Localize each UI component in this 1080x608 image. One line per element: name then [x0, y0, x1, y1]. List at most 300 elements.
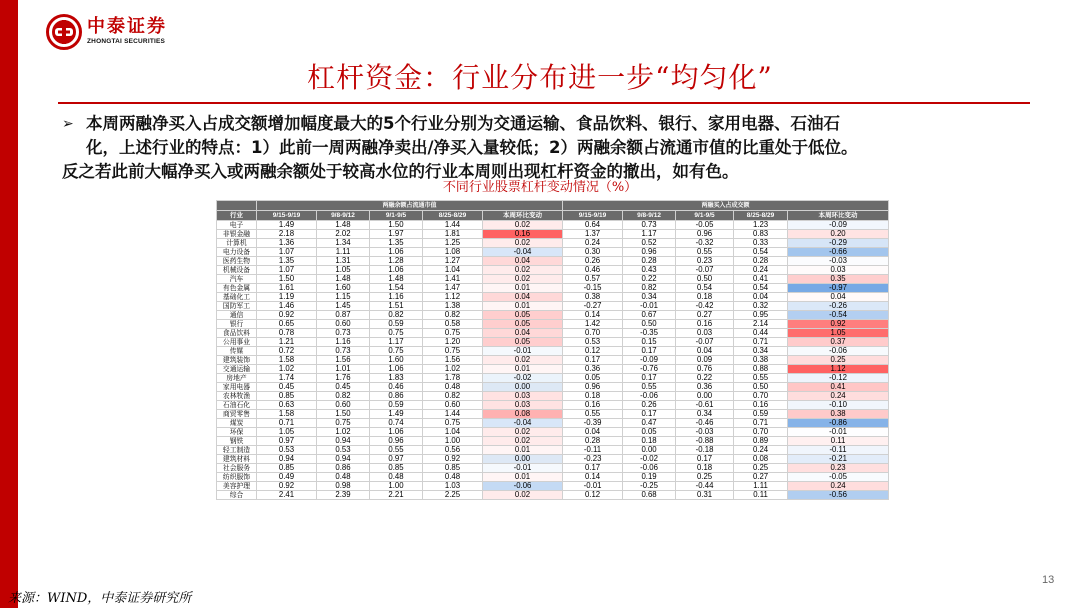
margin-buy-cell: 0.14 [563, 473, 623, 482]
margin-balance-cell: 0.94 [257, 455, 317, 464]
margin-balance-cell: 0.48 [423, 383, 483, 392]
table-row [217, 230, 889, 239]
margin-buy-cell: 1.42 [563, 320, 623, 329]
margin-balance-cell: 0.75 [423, 347, 483, 356]
table-row [217, 410, 889, 419]
margin-balance-cell: 1.06 [370, 248, 423, 257]
margin-buy-cell: 0.55 [563, 410, 623, 419]
industry-cell: 基础化工 [217, 293, 257, 302]
table-row [217, 482, 889, 491]
industry-cell: 交通运输 [217, 365, 257, 374]
margin-balance-change-cell: 0.04 [483, 257, 563, 266]
margin-balance-cell: 0.65 [257, 320, 317, 329]
margin-balance-change-cell: 0.02 [483, 275, 563, 284]
industry-cell: 电力设备 [217, 248, 257, 257]
margin-buy-cell: 0.04 [676, 347, 734, 356]
margin-balance-change-cell: 0.01 [483, 284, 563, 293]
margin-buy-cell: 0.70 [734, 428, 788, 437]
margin-balance-cell: 1.36 [257, 239, 317, 248]
industry-cell: 电子 [217, 221, 257, 230]
margin-balance-cell: 1.07 [257, 248, 317, 257]
header-date: 8/25-8/29 [734, 211, 788, 221]
margin-balance-change-cell: 0.00 [483, 383, 563, 392]
industry-cell: 通信 [217, 311, 257, 320]
margin-balance-change-cell: 0.00 [483, 455, 563, 464]
margin-balance-change-cell: 0.05 [483, 311, 563, 320]
margin-buy-cell: 0.70 [563, 329, 623, 338]
margin-balance-cell: 0.56 [423, 446, 483, 455]
margin-buy-change-cell: 0.11 [788, 437, 889, 446]
margin-balance-cell: 1.50 [370, 221, 423, 230]
margin-buy-cell: 0.04 [734, 293, 788, 302]
margin-buy-cell: -0.23 [563, 455, 623, 464]
table-row [217, 455, 889, 464]
margin-balance-cell: 1.48 [317, 221, 370, 230]
margin-buy-change-cell: 0.25 [788, 356, 889, 365]
margin-balance-cell: 0.60 [317, 401, 370, 410]
margin-balance-cell: 1.44 [423, 221, 483, 230]
margin-balance-cell: 0.82 [423, 392, 483, 401]
margin-buy-change-cell: -0.11 [788, 446, 889, 455]
margin-buy-cell: 0.70 [734, 392, 788, 401]
bullet-point [62, 112, 1030, 184]
margin-buy-cell: 0.41 [734, 275, 788, 284]
margin-balance-cell: 1.78 [423, 374, 483, 383]
margin-balance-cell: 1.45 [317, 302, 370, 311]
margin-buy-change-cell: -0.29 [788, 239, 889, 248]
margin-buy-change-cell: -0.12 [788, 374, 889, 383]
margin-buy-cell: 0.16 [563, 401, 623, 410]
margin-buy-cell: 0.22 [623, 275, 676, 284]
margin-balance-cell: 1.03 [423, 482, 483, 491]
margin-buy-cell: 0.36 [563, 365, 623, 374]
table-row [217, 248, 889, 257]
table-row [217, 356, 889, 365]
margin-buy-change-cell: -0.05 [788, 473, 889, 482]
margin-balance-cell: 1.44 [423, 410, 483, 419]
margin-balance-change-cell: -0.04 [483, 419, 563, 428]
margin-buy-cell: 1.37 [563, 230, 623, 239]
margin-balance-cell: 1.04 [423, 428, 483, 437]
margin-buy-cell: 0.22 [676, 374, 734, 383]
margin-buy-change-cell: 0.23 [788, 464, 889, 473]
margin-balance-cell: 1.81 [423, 230, 483, 239]
margin-balance-cell: 1.58 [257, 356, 317, 365]
margin-buy-cell: 0.03 [676, 329, 734, 338]
margin-balance-cell: 1.02 [423, 365, 483, 374]
margin-buy-cell: 0.18 [563, 392, 623, 401]
margin-buy-cell: -0.27 [563, 302, 623, 311]
margin-buy-cell: 0.05 [563, 374, 623, 383]
margin-balance-cell: 1.31 [317, 257, 370, 266]
margin-balance-cell: 0.75 [423, 329, 483, 338]
margin-buy-cell: 0.52 [623, 239, 676, 248]
margin-balance-cell: 0.46 [370, 383, 423, 392]
header-date: 9/15-9/19 [257, 211, 317, 221]
margin-buy-cell: 0.31 [676, 491, 734, 500]
margin-balance-cell: 0.60 [423, 401, 483, 410]
table-row [217, 221, 889, 230]
margin-buy-cell: 0.73 [623, 221, 676, 230]
margin-balance-cell: 1.51 [370, 302, 423, 311]
margin-balance-cell: 1.49 [370, 410, 423, 419]
margin-balance-cell: 0.98 [317, 482, 370, 491]
industry-cell: 煤炭 [217, 419, 257, 428]
margin-balance-cell: 1.35 [257, 257, 317, 266]
margin-balance-cell: 1.56 [423, 356, 483, 365]
margin-buy-cell: 0.30 [563, 248, 623, 257]
margin-buy-cell: 0.54 [734, 248, 788, 257]
margin-balance-cell: 1.46 [257, 302, 317, 311]
margin-buy-cell: 0.83 [734, 230, 788, 239]
margin-buy-cell: 0.16 [734, 401, 788, 410]
margin-balance-cell: 1.56 [317, 356, 370, 365]
margin-balance-cell: 1.76 [317, 374, 370, 383]
industry-cell: 建筑材料 [217, 455, 257, 464]
margin-buy-cell: 0.23 [676, 257, 734, 266]
margin-buy-cell: 0.28 [734, 257, 788, 266]
table-row [217, 401, 889, 410]
margin-balance-change-cell: -0.01 [483, 347, 563, 356]
margin-balance-change-cell: 0.02 [483, 491, 563, 500]
margin-balance-cell: 0.75 [317, 419, 370, 428]
margin-buy-cell: -0.02 [623, 455, 676, 464]
table-row [217, 329, 889, 338]
margin-buy-cell: 0.38 [734, 356, 788, 365]
margin-buy-cell: -0.05 [676, 221, 734, 230]
margin-buy-cell: 0.27 [676, 311, 734, 320]
margin-buy-cell: -0.25 [623, 482, 676, 491]
margin-balance-cell: 2.18 [257, 230, 317, 239]
margin-balance-cell: 1.47 [423, 284, 483, 293]
margin-balance-cell: 1.28 [370, 257, 423, 266]
margin-buy-cell: 0.09 [676, 356, 734, 365]
margin-buy-change-cell: -0.01 [788, 428, 889, 437]
margin-balance-cell: 1.06 [370, 266, 423, 275]
margin-balance-cell: 0.58 [423, 320, 483, 329]
margin-buy-cell: 0.55 [676, 248, 734, 257]
margin-balance-cell: 0.82 [317, 392, 370, 401]
table-body [217, 221, 889, 500]
margin-buy-cell: 2.14 [734, 320, 788, 329]
margin-buy-change-cell: 0.24 [788, 482, 889, 491]
margin-buy-cell: -0.06 [623, 392, 676, 401]
margin-balance-cell: 1.21 [257, 338, 317, 347]
margin-buy-change-cell: 0.92 [788, 320, 889, 329]
margin-balance-cell: 0.97 [370, 455, 423, 464]
industry-cell: 公用事业 [217, 338, 257, 347]
margin-balance-cell: 0.82 [370, 311, 423, 320]
margin-buy-cell: -0.32 [676, 239, 734, 248]
margin-balance-cell: 1.49 [257, 221, 317, 230]
margin-balance-cell: 0.94 [317, 437, 370, 446]
margin-balance-cell: 1.16 [370, 293, 423, 302]
margin-balance-cell: 0.55 [370, 446, 423, 455]
margin-buy-cell: 0.28 [563, 437, 623, 446]
table-row [217, 293, 889, 302]
margin-buy-cell: 0.47 [623, 419, 676, 428]
margin-balance-cell: 0.92 [257, 482, 317, 491]
brand-logo [46, 14, 167, 50]
industry-cell: 食品饮料 [217, 329, 257, 338]
margin-buy-cell: 0.71 [734, 338, 788, 347]
table-row [217, 266, 889, 275]
margin-buy-cell: 0.32 [734, 302, 788, 311]
margin-balance-cell: 1.02 [257, 365, 317, 374]
margin-buy-cell: -0.39 [563, 419, 623, 428]
margin-buy-cell: 0.54 [734, 284, 788, 293]
margin-buy-cell: -0.76 [623, 365, 676, 374]
margin-balance-cell: 0.73 [317, 329, 370, 338]
margin-balance-cell: 1.00 [423, 437, 483, 446]
margin-balance-cell: 1.50 [317, 410, 370, 419]
table-row [217, 302, 889, 311]
table-row [217, 275, 889, 284]
table-row [217, 338, 889, 347]
margin-buy-cell: 0.17 [563, 356, 623, 365]
margin-buy-cell: 0.25 [734, 464, 788, 473]
margin-balance-cell: 1.61 [257, 284, 317, 293]
margin-balance-cell: 1.05 [317, 266, 370, 275]
industry-cell: 美容护理 [217, 482, 257, 491]
margin-buy-cell: 0.16 [676, 320, 734, 329]
table-row [217, 347, 889, 356]
margin-balance-change-cell: 0.01 [483, 473, 563, 482]
industry-cell: 环保 [217, 428, 257, 437]
margin-buy-change-cell: -0.66 [788, 248, 889, 257]
margin-balance-cell: 0.96 [370, 437, 423, 446]
margin-buy-change-cell: -0.86 [788, 419, 889, 428]
margin-buy-cell: 0.17 [623, 410, 676, 419]
margin-buy-cell: 0.28 [623, 257, 676, 266]
margin-balance-cell: 1.48 [370, 275, 423, 284]
margin-balance-cell: 1.11 [317, 248, 370, 257]
margin-buy-change-cell: -0.54 [788, 311, 889, 320]
arrow-bullet-icon: ➢ [62, 116, 74, 132]
industry-cell: 纺织服饰 [217, 473, 257, 482]
margin-buy-cell: 0.24 [734, 266, 788, 275]
industry-cell: 房地产 [217, 374, 257, 383]
margin-buy-cell: -0.01 [623, 302, 676, 311]
margin-buy-cell: 0.89 [734, 437, 788, 446]
margin-balance-cell: 0.71 [257, 419, 317, 428]
industry-cell: 非银金融 [217, 230, 257, 239]
margin-balance-cell: 1.97 [370, 230, 423, 239]
margin-buy-cell: 0.50 [676, 275, 734, 284]
margin-buy-cell: 0.54 [676, 284, 734, 293]
margin-balance-change-cell: 0.01 [483, 446, 563, 455]
margin-balance-cell: 0.87 [317, 311, 370, 320]
header-date: 9/8-9/12 [623, 211, 676, 221]
margin-buy-cell: -0.35 [623, 329, 676, 338]
margin-buy-cell: 0.33 [734, 239, 788, 248]
margin-buy-cell: 1.11 [734, 482, 788, 491]
margin-balance-change-cell: 0.01 [483, 302, 563, 311]
margin-buy-cell: 0.95 [734, 311, 788, 320]
margin-buy-change-cell: 0.37 [788, 338, 889, 347]
margin-balance-cell: 1.00 [370, 482, 423, 491]
margin-buy-cell: 0.71 [734, 419, 788, 428]
margin-balance-cell: 0.92 [257, 311, 317, 320]
margin-buy-cell: 0.00 [676, 392, 734, 401]
table-row [217, 284, 889, 293]
margin-buy-cell: 0.55 [734, 374, 788, 383]
header-change: 本周环比变动 [788, 211, 889, 221]
table-row [217, 383, 889, 392]
margin-buy-change-cell: -0.10 [788, 401, 889, 410]
margin-balance-cell: 0.78 [257, 329, 317, 338]
margin-buy-cell: -0.03 [676, 428, 734, 437]
margin-balance-cell: 0.63 [257, 401, 317, 410]
margin-buy-change-cell: -0.56 [788, 491, 889, 500]
margin-buy-cell: 0.50 [623, 320, 676, 329]
margin-balance-cell: 1.34 [317, 239, 370, 248]
margin-buy-cell: 0.68 [623, 491, 676, 500]
table-row [217, 437, 889, 446]
margin-balance-cell: 1.74 [257, 374, 317, 383]
margin-balance-cell: 2.25 [423, 491, 483, 500]
margin-buy-cell: 0.50 [734, 383, 788, 392]
margin-balance-change-cell: 0.16 [483, 230, 563, 239]
margin-buy-cell: -0.46 [676, 419, 734, 428]
margin-balance-cell: 1.38 [423, 302, 483, 311]
margin-buy-cell: 0.17 [563, 464, 623, 473]
margin-buy-cell: -0.61 [676, 401, 734, 410]
header-date: 8/25-8/29 [423, 211, 483, 221]
margin-buy-change-cell: 1.12 [788, 365, 889, 374]
margin-buy-cell: 0.18 [676, 464, 734, 473]
table-row [217, 320, 889, 329]
industry-cell: 国防军工 [217, 302, 257, 311]
margin-buy-cell: -0.06 [623, 464, 676, 473]
brand-name-cn: 中泰证券 [87, 16, 167, 37]
margin-buy-cell: 0.76 [676, 365, 734, 374]
margin-balance-cell: 0.45 [317, 383, 370, 392]
margin-buy-cell: 0.19 [623, 473, 676, 482]
table-row [217, 239, 889, 248]
margin-buy-change-cell: 0.38 [788, 410, 889, 419]
margin-balance-cell: 1.05 [257, 428, 317, 437]
margin-buy-change-cell: 0.41 [788, 383, 889, 392]
margin-buy-cell: 0.96 [563, 383, 623, 392]
table-row [217, 473, 889, 482]
margin-buy-cell: -0.07 [676, 266, 734, 275]
margin-balance-cell: 2.21 [370, 491, 423, 500]
header-industry: 行业 [217, 211, 257, 221]
header-date: 9/1-9/5 [676, 211, 734, 221]
header-group-margin-balance: 两融余额占流通市值 [257, 201, 563, 211]
margin-buy-cell: 0.26 [563, 257, 623, 266]
table-row [217, 491, 889, 500]
margin-balance-cell: 0.85 [370, 464, 423, 473]
margin-buy-cell: -0.15 [563, 284, 623, 293]
margin-buy-cell: 0.55 [623, 383, 676, 392]
margin-buy-cell: 0.08 [734, 455, 788, 464]
margin-balance-cell: 1.60 [370, 356, 423, 365]
margin-buy-change-cell: -0.09 [788, 221, 889, 230]
margin-balance-cell: 0.74 [370, 419, 423, 428]
margin-balance-change-cell: 0.04 [483, 329, 563, 338]
margin-buy-cell: 0.88 [734, 365, 788, 374]
header-blank [217, 201, 257, 211]
margin-balance-cell: 0.85 [257, 464, 317, 473]
margin-balance-cell: 1.08 [423, 248, 483, 257]
margin-balance-cell: 1.60 [317, 284, 370, 293]
margin-buy-cell: 0.11 [734, 491, 788, 500]
margin-buy-change-cell: -0.06 [788, 347, 889, 356]
leverage-table-container [216, 200, 888, 500]
margin-balance-cell: 1.50 [257, 275, 317, 284]
industry-cell: 银行 [217, 320, 257, 329]
margin-balance-cell: 1.27 [423, 257, 483, 266]
margin-buy-cell: -0.88 [676, 437, 734, 446]
leverage-table [216, 200, 889, 500]
margin-buy-cell: 0.57 [563, 275, 623, 284]
margin-balance-cell: 1.07 [257, 266, 317, 275]
margin-balance-cell: 0.73 [317, 347, 370, 356]
margin-balance-change-cell: 0.02 [483, 221, 563, 230]
margin-buy-cell: -0.07 [676, 338, 734, 347]
title-divider [58, 102, 1030, 104]
brand-name-en: ZHONGTAI SECURITIES [87, 38, 166, 45]
margin-balance-cell: 0.72 [257, 347, 317, 356]
margin-buy-cell: 0.43 [623, 266, 676, 275]
industry-cell: 商贸零售 [217, 410, 257, 419]
table-row [217, 365, 889, 374]
header-date: 9/8-9/12 [317, 211, 370, 221]
margin-balance-cell: 1.06 [370, 365, 423, 374]
margin-buy-cell: -0.18 [676, 446, 734, 455]
margin-balance-change-cell: -0.02 [483, 374, 563, 383]
margin-buy-cell: 0.00 [623, 446, 676, 455]
margin-buy-cell: 0.34 [734, 347, 788, 356]
margin-balance-cell: 0.94 [317, 455, 370, 464]
industry-cell: 汽车 [217, 275, 257, 284]
margin-balance-cell: 2.41 [257, 491, 317, 500]
margin-buy-cell: 0.17 [623, 374, 676, 383]
margin-buy-change-cell: 0.35 [788, 275, 889, 284]
industry-cell: 家用电器 [217, 383, 257, 392]
margin-buy-cell: -0.44 [676, 482, 734, 491]
table-row [217, 257, 889, 266]
header-change: 本周环比变动 [483, 211, 563, 221]
margin-balance-cell: 1.16 [317, 338, 370, 347]
margin-balance-cell: 1.12 [423, 293, 483, 302]
margin-buy-cell: 0.96 [676, 230, 734, 239]
margin-balance-cell: 0.75 [370, 347, 423, 356]
margin-buy-cell: 0.38 [563, 293, 623, 302]
margin-buy-change-cell: 0.24 [788, 392, 889, 401]
margin-balance-change-cell: 0.02 [483, 356, 563, 365]
margin-balance-cell: 0.86 [317, 464, 370, 473]
header-date: 9/1-9/5 [370, 211, 423, 221]
margin-buy-cell: 0.34 [676, 410, 734, 419]
margin-balance-change-cell: -0.01 [483, 464, 563, 473]
margin-buy-cell: 0.04 [563, 428, 623, 437]
margin-balance-change-cell: 0.05 [483, 320, 563, 329]
margin-balance-cell: 1.02 [317, 428, 370, 437]
margin-balance-cell: 1.20 [423, 338, 483, 347]
margin-balance-change-cell: 0.04 [483, 293, 563, 302]
margin-balance-change-cell: 0.03 [483, 392, 563, 401]
table-row [217, 419, 889, 428]
margin-balance-cell: 0.92 [423, 455, 483, 464]
margin-buy-cell: 0.36 [676, 383, 734, 392]
margin-balance-change-cell: 0.02 [483, 428, 563, 437]
table-title: 不同行业股票杠杆变动情况（%） [442, 180, 638, 195]
margin-buy-cell: 0.27 [734, 473, 788, 482]
margin-balance-cell: 1.17 [370, 338, 423, 347]
